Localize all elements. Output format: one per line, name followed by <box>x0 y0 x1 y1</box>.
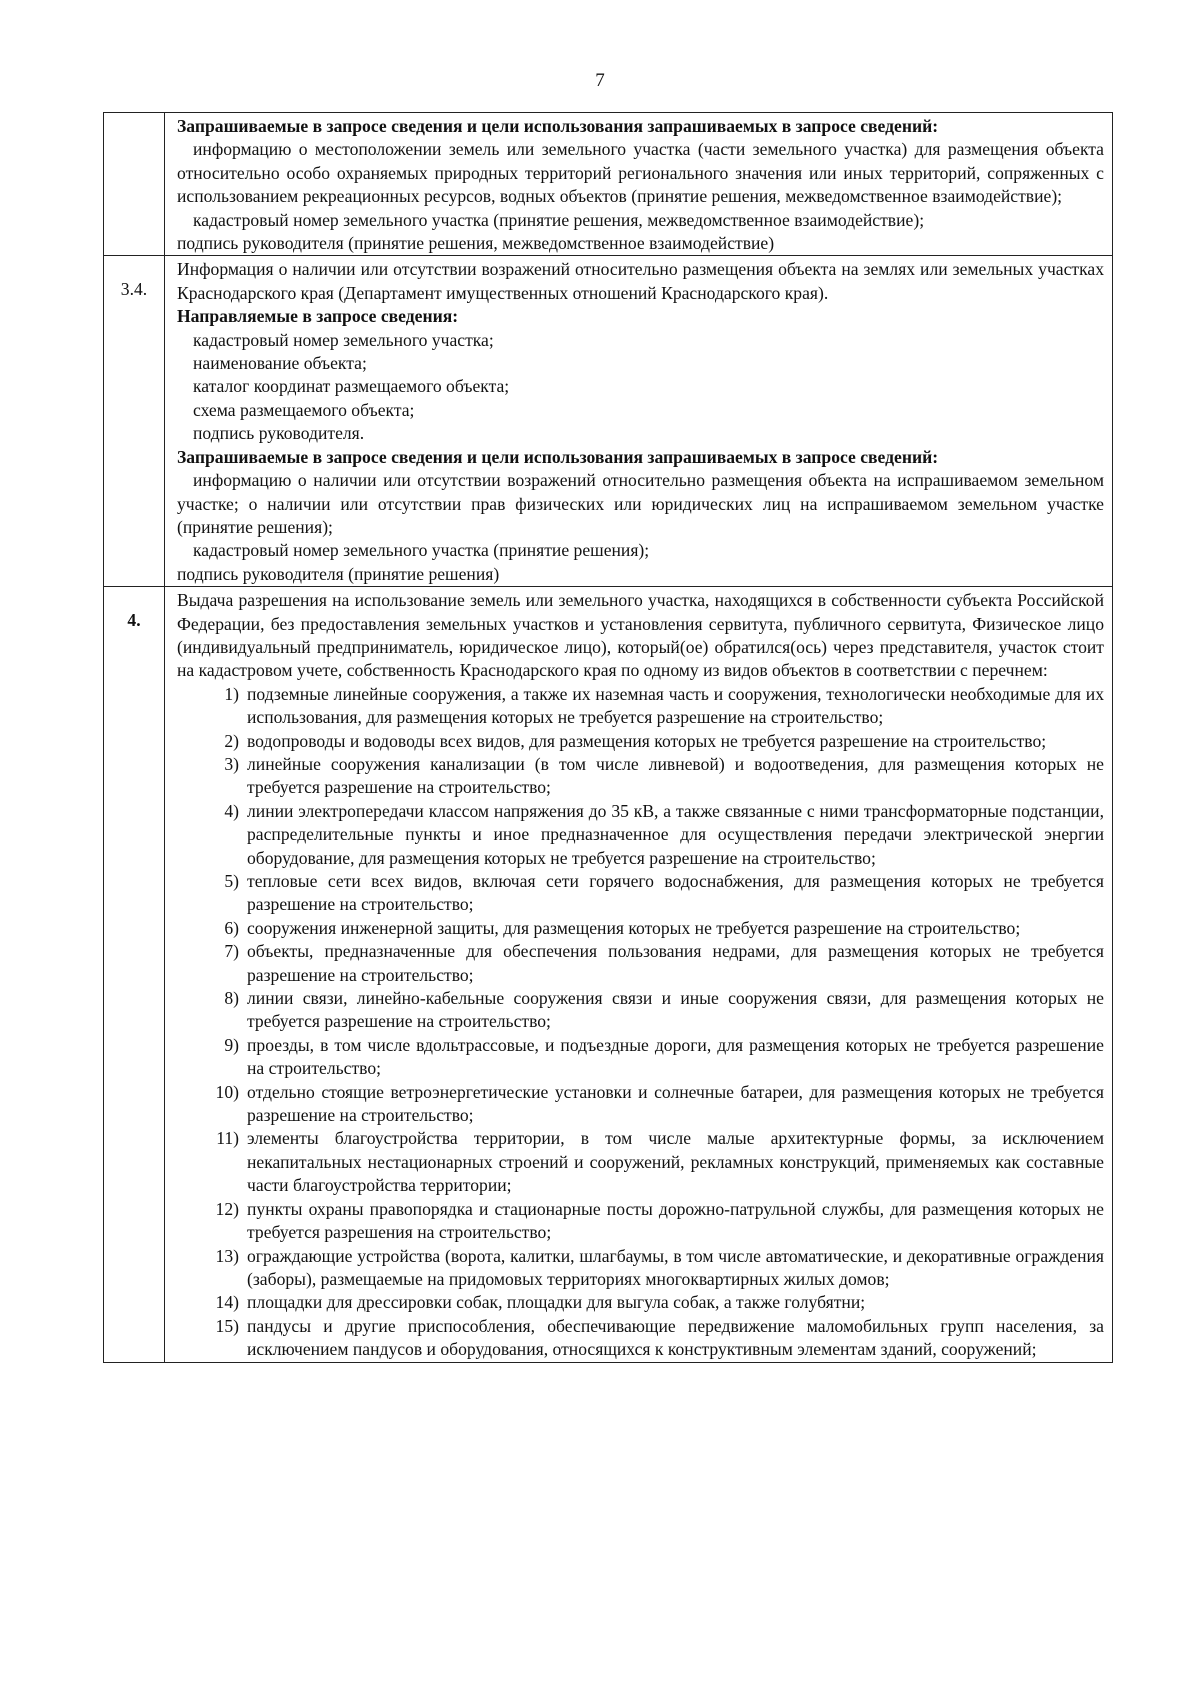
list-item <box>177 1245 1104 1292</box>
list-item <box>177 683 1104 730</box>
list-item <box>177 1315 1104 1362</box>
list-item <box>177 800 1104 870</box>
list-item-number: 14) <box>215 1292 239 1313</box>
list-item-text: проезды, в том числе вдольтрассовые, и подъездные дороги, для размещения которых не требуется разрешение на строительство; <box>247 1034 1104 1079</box>
row-content <box>165 113 1113 256</box>
list-item: схема размещаемого объекта; <box>193 399 415 420</box>
list-item-number: 7) <box>224 941 239 962</box>
paragraph: кадастровый номер земельного участка (принятие решения); <box>193 540 650 561</box>
list-item-text: объекты, предназначенные для обеспечения пользования недрами, для размещения которых не требуется разрешение на строительство; <box>247 941 1104 985</box>
list-item-number: 6) <box>224 917 239 938</box>
paragraph: подпись руководителя (принятие решения, межведомственное взаимодействие) <box>177 233 775 254</box>
list-item-text: элементы благоустройства территории, в том числе малые архитектурные формы, за исключением некапитальных нестационарных строений и сооружений, рекламных конструкций, применяемых как составные части благоустройства территории; <box>247 1128 1104 1196</box>
list-item-text: линии электропередачи классом напряжения до 35 кВ, а также связанные с ними трансформаторные подстанции, распределительные пункты и иное предназначенное для осуществления передачи электрической энергии оборудование, для размещения которых не требуется разрешение на строительство; <box>247 800 1104 868</box>
list-item-number: 15) <box>215 1315 239 1336</box>
page-number: 7 <box>595 70 605 91</box>
list-item <box>177 940 1104 987</box>
table-row <box>104 113 1113 256</box>
row-content <box>165 256 1113 587</box>
list-item-text: пункты охраны правопорядка и стационарные посты дорожно-патрульной службы, для размещения которых не требуется разрешения на строительство; <box>247 1198 1104 1243</box>
list-item <box>177 1198 1104 1245</box>
list-item-text: ограждающие устройства (ворота, калитки, шлагбаумы, в том числе автоматические, и декоративные ограждения (заборы), размещаемые на придомовых территориях многоквартирных жилых домов; <box>247 1245 1104 1289</box>
list-item: наименование объекта; <box>193 353 367 374</box>
row-number: 3.4. <box>104 256 165 587</box>
list-item: подпись руководителя. <box>193 423 365 444</box>
list-item-text: отдельно стоящие ветроэнергетические установки и солнечные батареи, для размещения которых не требуется разрешение на строительство; <box>247 1081 1104 1126</box>
list-item-number: 8) <box>224 988 239 1009</box>
row-number <box>104 113 165 256</box>
list-item <box>177 730 1104 753</box>
list-item <box>177 870 1104 917</box>
list-item-text: площадки для дрессировки собак, площадки для выгула собак, а также голубятни; <box>247 1292 866 1313</box>
requested-info-heading: Запрашиваемые в запросе сведения и цели использования запрашиваемых в запросе сведений: <box>177 116 939 136</box>
requested-info-heading: Запрашиваемые в запросе сведения и цели использования запрашиваемых в запросе сведений: <box>177 446 939 467</box>
list-item-text: водопроводы и водоводы всех видов, для размещения которых не требуется разрешение на строительство; <box>247 730 1047 751</box>
list-item-number: 1) <box>224 683 239 704</box>
list-item-text: линейные сооружения канализации (в том числе ливневой) и водоотведения, для размещения которых не требуется разрешение на строительство; <box>247 753 1104 798</box>
list-item-number: 5) <box>224 871 239 891</box>
list-item-number: 3) <box>224 753 239 774</box>
list-item-text: линии связи, линейно-кабельные сооружения связи и иные сооружения связи, для размещения которых не требуется разрешение на строительство; <box>247 988 1104 1032</box>
list-item <box>177 1081 1104 1128</box>
paragraph: Выдача разрешения на использование земель или земельного участка, находящихся в собственности субъекта Российской Федерации, без предоставления земельных участков и установления сервитута, публичного сервитута, Физическое лицо (индивидуальный предприниматель, юридическое лицо), который(ое) обратился(ось) через представителя, участок стоит на кадастровом учете, собственность Краснодарского края по одному из видов объектов в соответствии с перечнем: <box>177 590 1104 681</box>
paragraph: информацию о наличии или отсутствии возражений относительно размещения объекта на испрашиваемом земельном участке; о наличии или отсутствии прав физических или юридических лиц на испрашиваемом земельном участке (принятие решения); <box>177 470 1104 537</box>
list-item <box>177 987 1104 1034</box>
list-item-number: 10) <box>215 1081 239 1102</box>
list-item <box>177 753 1104 800</box>
list-item-number: 11) <box>216 1128 239 1149</box>
paragraph: кадастровый номер земельного участка (принятие решения, межведомственное взаимодействие); <box>193 209 925 230</box>
list-item-number: 12) <box>215 1198 239 1219</box>
list-item <box>177 917 1104 940</box>
list-item-text: пандусы и другие приспособления, обеспечивающие передвижение маломобильных групп населения, за исключением пандусов и оборудования, относящихся к конструктивным элементам зданий, сооружений; <box>247 1315 1104 1360</box>
object-type-list <box>177 683 1104 1362</box>
list-item <box>177 1127 1104 1197</box>
row-number: 4. <box>104 587 165 1362</box>
list-item <box>177 1291 1104 1314</box>
list-item: каталог координат размещаемого объекта; <box>193 376 510 397</box>
paragraph: подпись руководителя (принятие решения) <box>177 563 500 584</box>
list-item-number: 13) <box>215 1245 239 1266</box>
table-row <box>104 587 1113 1362</box>
paragraph: информацию о местоположении земель или земельного участка (части земельного участка) для размещения объекта относительно особо охраняемых природных территорий регионального значения или иных территорий, сопряженных с использованием рекреационных ресурсов, водных объектов (принятие решения, межведомственное взаимодействие); <box>177 139 1104 207</box>
paragraph: Информация о наличии или отсутствии возражений относительно размещения объекта на землях или земельных участках Краснодарского края (Департамент имущественных отношений Краснодарского края). <box>177 259 1104 303</box>
list-item-number: 2) <box>224 730 239 751</box>
list-item: кадастровый номер земельного участка; <box>193 329 494 350</box>
row-content <box>165 587 1113 1362</box>
list-item-text: тепловые сети всех видов, включая сети горячего водоснабжения, для размещения которых не требуется разрешение на строительство; <box>247 871 1104 915</box>
services-table <box>103 112 1113 1363</box>
list-item-text: сооружения инженерной защиты, для размещения которых не требуется разрешение на строительство; <box>247 917 1021 938</box>
list-item-number: 4) <box>224 800 239 821</box>
list-item-text: подземные линейные сооружения, а также их наземная часть и сооружения, технологически необходимые для их использования, для размещения которых не требуется разрешение на строительство; <box>247 683 1104 728</box>
sent-info-heading: Направляемые в запросе сведения: <box>177 306 459 327</box>
table-row <box>104 256 1113 587</box>
list-item <box>177 1034 1104 1081</box>
list-item-number: 9) <box>224 1034 239 1055</box>
